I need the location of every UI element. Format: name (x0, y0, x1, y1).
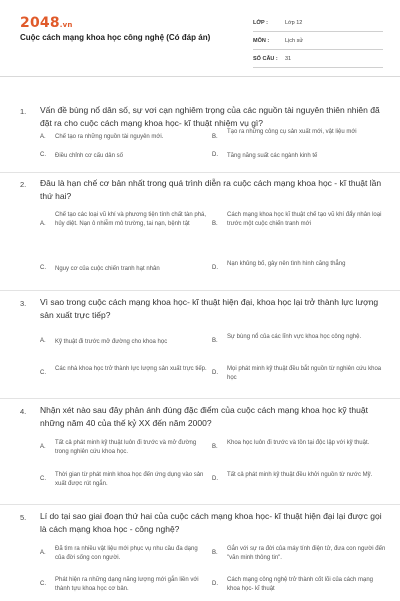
question-5 (0, 504, 400, 601)
option-label: C. (40, 265, 46, 271)
question-3 (0, 290, 400, 399)
question-number: 2. (20, 180, 27, 189)
option-text: Kỹ thuật đi trước mở đường cho khoa học (55, 339, 168, 345)
question-4 (0, 398, 400, 505)
option-label: B. (212, 444, 218, 450)
option-label: A. (40, 550, 46, 556)
option-label: D. (212, 581, 218, 587)
option-label: A. (40, 338, 46, 344)
question-number: 5. (20, 513, 27, 522)
question-number: 4. (20, 407, 27, 416)
meta-value: 31 (285, 55, 292, 62)
page-title: Cuộc cách mạng khoa học công nghệ (Có đáp án) (20, 33, 211, 42)
option-label: A. (40, 444, 46, 450)
option-label: B. (212, 134, 218, 140)
question-text: Nhận xét nào sau đây phản ánh đúng đặc điểm của cuộc cách mạng khoa học kỹ thuật những năm 40 của thế kỷ XX đến năm 2000? (40, 405, 368, 428)
option-label: B. (212, 221, 218, 227)
option-text: Nguy cơ của cuộc chiến tranh hạt nhân (55, 266, 160, 272)
site-logo[interactable] (20, 15, 73, 31)
question-number: 1. (20, 107, 27, 116)
worksheet-header (0, 0, 400, 77)
question-text: Lí do tại sao giai đoạn thứ hai của cuộc cách mạng khoa học- kĩ thuật hiện đại lại được gọi là cách mạng khoa học - công nghệ? (40, 511, 382, 534)
option-text: Nạn khủng bố, gây nên tình hình căng thẳng (227, 261, 346, 267)
option-text: Chế tạo ra những nguồn tài nguyên mới. (55, 134, 164, 140)
option-label: A. (40, 134, 46, 140)
meta-row-subject (253, 32, 383, 50)
logo-text: 2048 (20, 15, 60, 31)
question-text: Đâu là hạn chế cơ bản nhất trong quá trình diễn ra cuộc cách mạng khoa học - kĩ thuật lần thứ hai? (40, 178, 382, 201)
option-label: C. (40, 476, 46, 482)
option-label: C. (40, 581, 46, 587)
option-label: C. (40, 152, 46, 158)
question-1 (0, 86, 400, 178)
logo-suffix: .vn (59, 21, 73, 29)
option-label: C. (40, 370, 46, 376)
meta-value: Lớp 12 (285, 19, 303, 26)
option-label: D. (212, 476, 218, 482)
meta-key: MÔN : (253, 37, 270, 44)
option-text: Đã tìm ra nhiều vật liệu mới phục vụ nhu cầu đa dạng của đời sống con người. (55, 546, 198, 561)
question-2 (0, 172, 400, 291)
option-text: Thời gian từ phát minh khoa học đến ứng dụng vào sản xuất được rút ngắn. (55, 472, 204, 487)
option-label: D. (212, 265, 218, 271)
meta-row-class (253, 14, 383, 32)
option-label: A. (40, 221, 46, 227)
option-text: Phát hiện ra những dạng năng lượng mới gắn liền với thành tựu khoa học cơ bản. (55, 577, 199, 592)
question-text: Vấn đề bùng nổ dân số, sự vơi cạn nghiêm trọng của các nguồn tài nguyên thiên nhiên đã đặt ra cho cuộc cách mạng khoa học- kĩ thuật nhiệm vụ gì? (40, 105, 380, 128)
option-text: Gắn với sự ra đời của máy tính điện tử, đưa con người đến "văn minh thông tin". (227, 546, 386, 561)
option-text: Cách mạng khoa học kĩ thuật chế tạo vũ khí đẩy nhân loại trước một cuộc chiến tranh mới (227, 212, 382, 227)
meta-key: LỚP : (253, 19, 268, 26)
question-text: Vì sao trong cuộc cách mạng khoa học- kĩ thuật hiện đại, khoa học lại trở thành lực lượng sản xuất trực tiếp? (40, 297, 379, 320)
option-text: Tạo ra những công cụ sản xuất mới, vật liệu mới (227, 129, 357, 135)
option-text: Tất cả phát minh kỹ thuật đều khởi nguồn từ nước Mỹ. (227, 472, 373, 478)
question-number: 3. (20, 299, 27, 308)
option-text: Tất cả phát minh kỹ thuật luôn đi trước và mở đường trong nghiên cứu khoa học. (55, 440, 197, 455)
option-label: D. (212, 370, 218, 376)
option-text: Điều chỉnh cơ cấu dân số (55, 153, 123, 159)
option-label: B. (212, 338, 218, 344)
option-text: Mọi phát minh kỹ thuật đều bắt nguồn từ nghiên cứu khoa học (227, 366, 382, 381)
option-text: Cách mạng công nghệ trở thành cốt lõi của cách mạng khoa học- kĩ thuật (227, 577, 374, 592)
option-text: Các nhà khoa học trở thành lực lượng sản xuất trực tiếp. (55, 366, 207, 372)
option-text: Tăng năng suất các ngành kinh tế (227, 153, 318, 159)
option-text: Chế tạo các loại vũ khí và phương tiện tính chất tàn phá, hủy diệt. Nạn ô nhiễm mô trường, tai nạn, bệnh tật (55, 212, 207, 227)
option-text: Khoa học luôn đi trước và tồn tại độc lập với kỹ thuật. (227, 440, 370, 446)
meta-value: Lịch sử (285, 37, 304, 44)
option-text: Sự bùng nổ của các lĩnh vực khoa học công nghệ. (227, 334, 362, 340)
meta-key: SỐ CÂU : (253, 55, 278, 62)
option-label: B. (212, 550, 218, 556)
meta-table (253, 14, 383, 68)
option-label: D. (212, 152, 218, 158)
meta-row-count (253, 50, 383, 68)
